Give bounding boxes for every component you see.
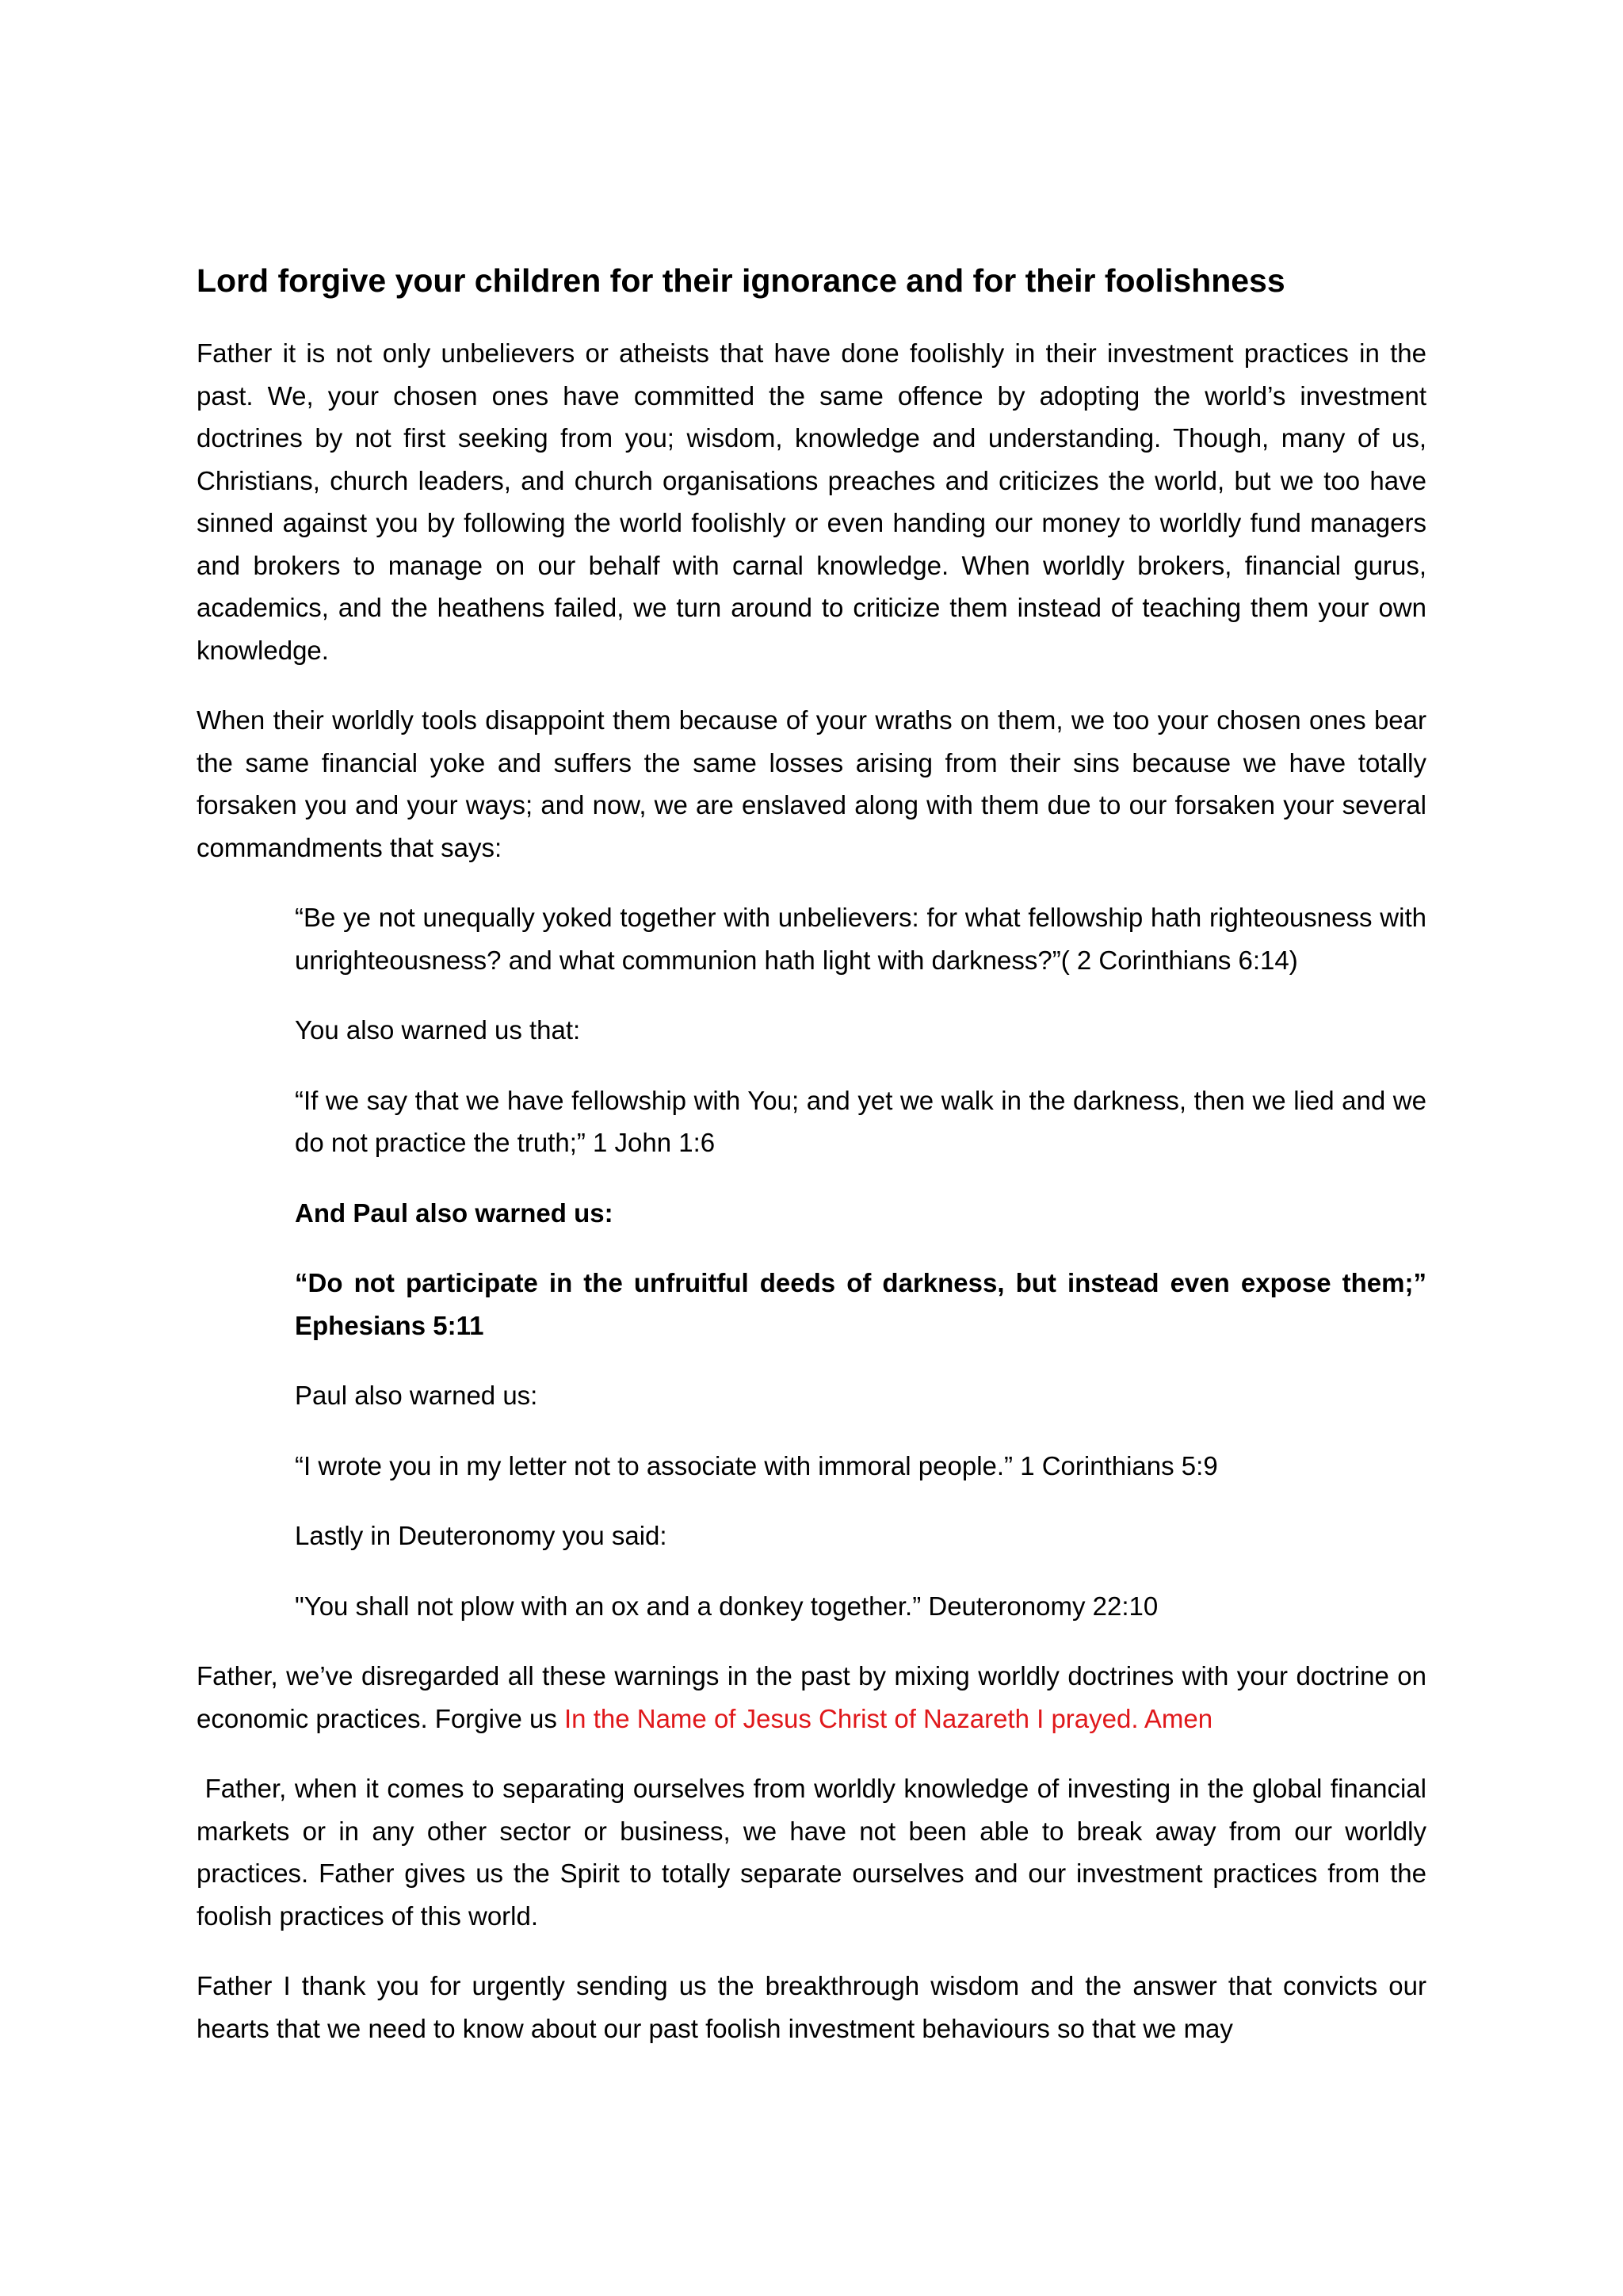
- intro-paul-also-warned: Paul also warned us:: [295, 1381, 538, 1411]
- quote-2-corinthians: “Be ye not unequally yoked together with unbelievers: for what fellowship hath righteousness with unrighteousness? and what communion hath light with darkness?”( 2 Corinthians 6:14): [295, 903, 1426, 975]
- paragraph-1: Father it is not only unbelievers or atheists that have done foolishly in their investment practices in the past. We, your chosen ones have committed the same offence by adopting the world’s investment doctrines by not first seeking from you; wisdom, knowledge and understanding. Though, many of us, Christians, church leaders, and church organisations preaches and criticizes the world, but we too have sinned against you by following the world foolishly or even handing our money to worldly fund managers and brokers to manage on our behalf with carnal knowledge. When worldly brokers, financial gurus, academics, and the heathens failed, we turn around to criticize them instead of teaching them your own knowledge.: [197, 338, 1426, 665]
- quote-1-corinthians: “I wrote you in my letter not to associate with immoral people.” 1 Corinthians 5:9: [295, 1450, 1218, 1480]
- intro-you-also-warned: You also warned us that:: [295, 1015, 581, 1045]
- paragraph-3-text: Father, we’ve disregarded all these warnings in the past by mixing worldly doctrines with your doctrine on economic practices. Forgive us: [197, 1661, 1426, 1733]
- quote-1-john: “If we say that we have fellowship with You; and yet we walk in the darkness, then we lied and we do not practice the truth;” 1 John 1:6: [295, 1085, 1426, 1158]
- paragraph-5: Father I thank you for urgently sending us the breakthrough wisdom and the answer that convicts our hearts that we need to know about our past foolish investment behaviours so that we may: [197, 1971, 1426, 2043]
- paragraph-2: When their worldly tools disappoint them because of your wraths on them, we too your chosen ones bear the same financial yoke and suffers the same losses arising from their sins because we have totally forsaken you and your ways; and now, we are enslaved along with them due to our forsaken your several commandments that says:: [197, 705, 1426, 862]
- prayer-highlight: In the Name of Jesus Christ of Nazareth I prayed. Amen: [564, 1703, 1213, 1733]
- intro-paul-also-warned-bold: And Paul also warned us:: [295, 1198, 613, 1228]
- quote-ephesians: “Do not participate in the unfruitful deeds of darkness, but instead even expose them;” Ephesians 5:11: [295, 1268, 1426, 1340]
- intro-deuteronomy: Lastly in Deuteronomy you said:: [295, 1521, 667, 1551]
- document-page: [197, 262, 1434, 2077]
- paragraph-3: [197, 1655, 1426, 1740]
- paragraph-4: Father, when it comes to separating ourselves from worldly knowledge of investing in the global financial markets or in any other sector or business, we have not been able to break away from our worldly practices. Father gives us the Spirit to totally separate ourselves and our investment practices from the foolish practices of this world.: [197, 1774, 1434, 1931]
- quote-deuteronomy: "You shall not plow with an ox and a donkey together.” Deuteronomy 22:10: [295, 1591, 1159, 1621]
- page-title: Lord forgive your children for their ignorance and for their foolishness: [197, 262, 1285, 299]
